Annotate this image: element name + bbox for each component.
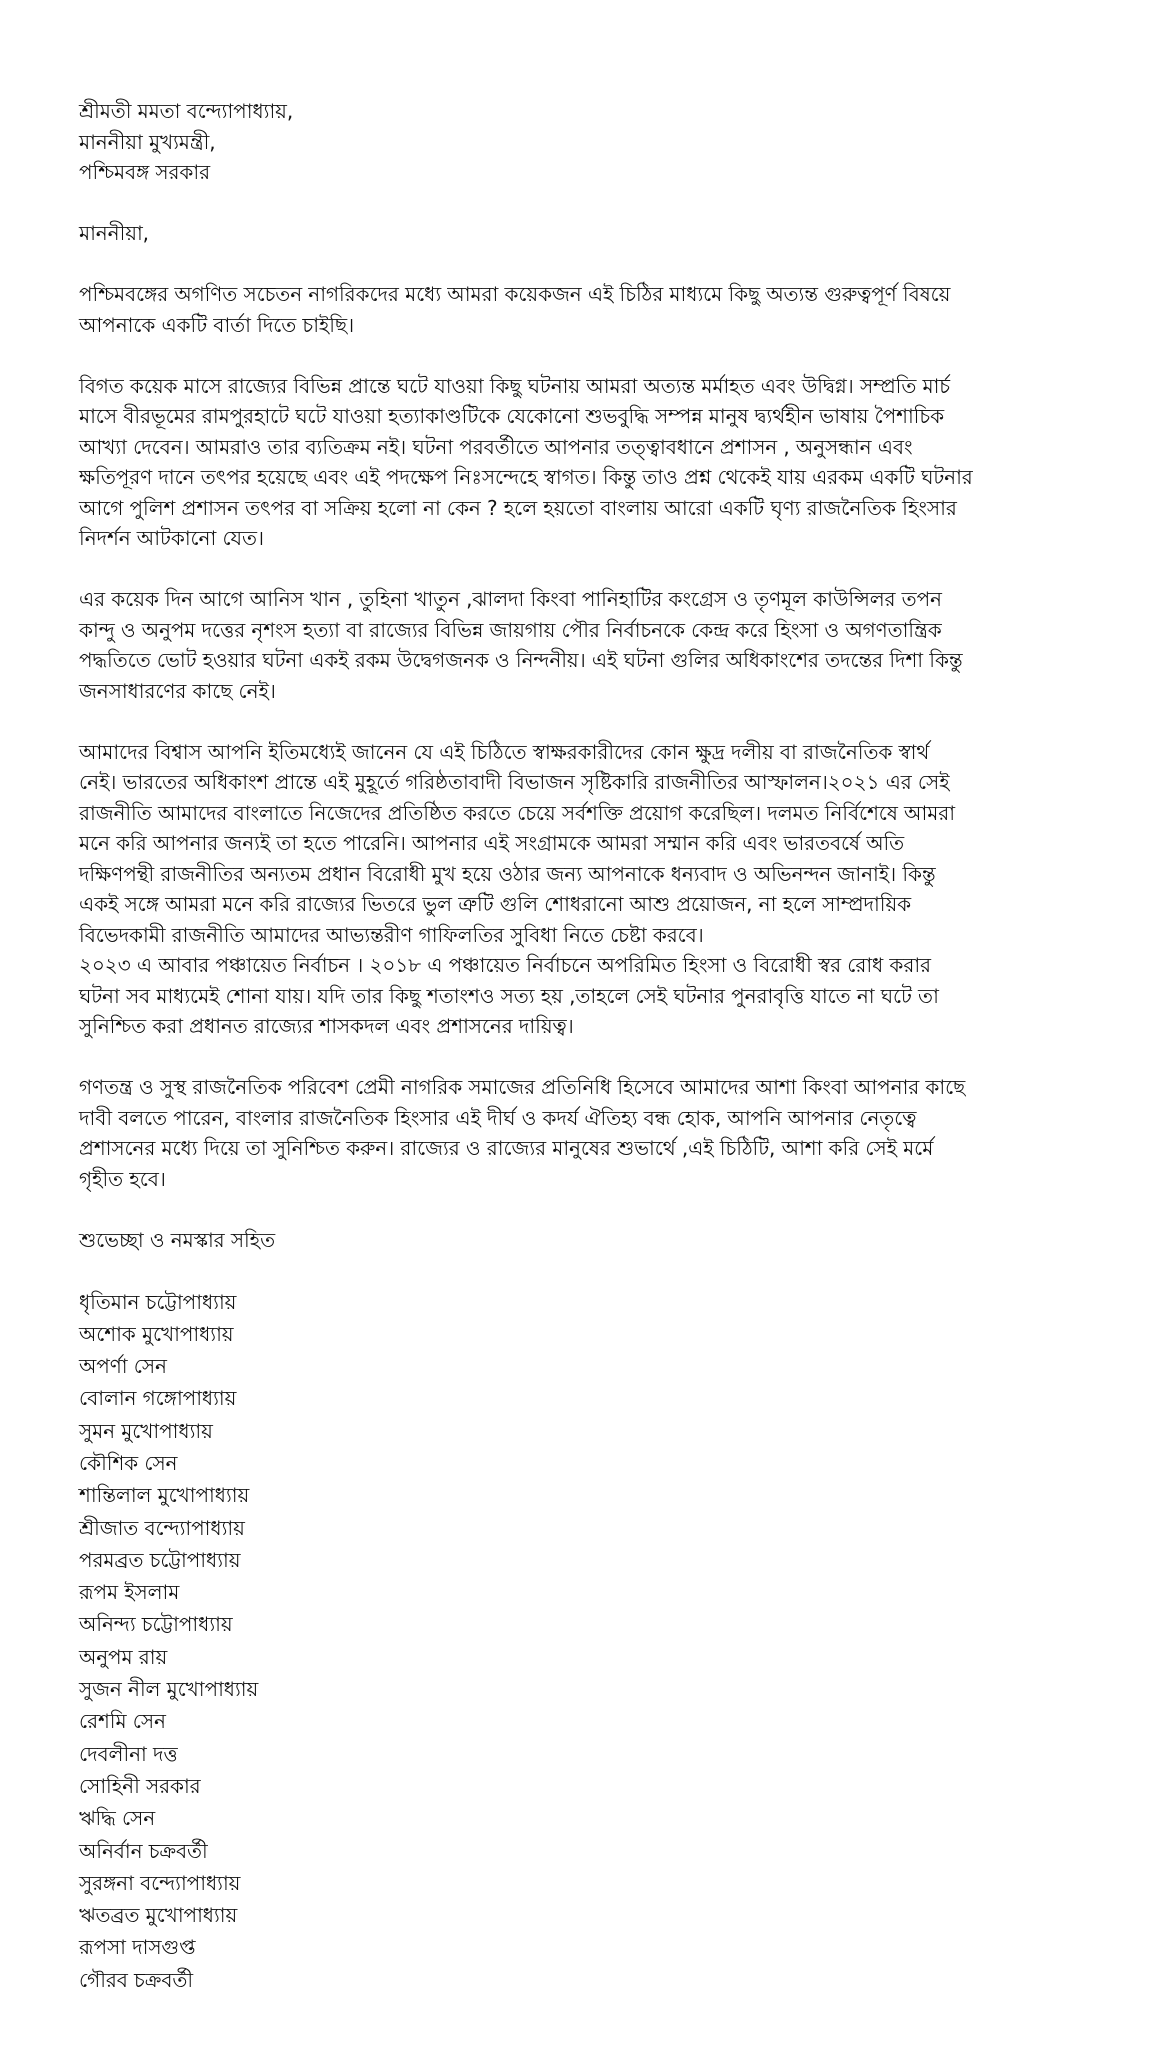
signatory-list xyxy=(79,1286,1079,1997)
paragraph-line: পশ্চিমবঙ্গের অগণিত সচেতন নাগরিকদের মধ্যে আমরা কয়েকজন এই চিঠির মাধ্যমে কিছু অত্যন্ত গুরুত্বপূর্ণ বিষয়ে xyxy=(79,282,951,306)
paragraph-line: ঘটনা সব মাধ্যমেই শোনা যায়। যদি তার কিছু শতাংশও সত্য হয় ,তাহলে সেই ঘটনার পুনরাবৃত্তি যাতে না ঘটে তা xyxy=(79,983,939,1008)
signatory-name: অনির্বান চক্রবর্তী xyxy=(79,1838,208,1863)
paragraph-line: কান্দু ও অনুপম দত্তের নৃশংস হত্যা বা রাজ্যের বিভিন্ন জায়গায় পৌর নির্বাচনকে কেন্দ্র করে হিংসা ও অগণতান্ত্রিক xyxy=(79,617,942,642)
signatory-name: দেবলীনা দত্ত xyxy=(79,1741,178,1766)
signatory-name: বোলান গঙ্গোপাধ্যায় xyxy=(79,1386,237,1411)
paragraph-3 xyxy=(79,584,1079,706)
paragraph-line: আপনাকে একটি বার্তা দিতে চাইছি। xyxy=(79,312,355,337)
signatory-name: কৌশিক সেন xyxy=(79,1450,178,1475)
signatory-name: রূপসা দাসগুপ্ত xyxy=(79,1935,196,1960)
paragraph-line: মাসে বীরভূমের রামপুরহাটে ঘটে যাওয়া হত্যাকাণ্ডটিকে যেকোনো শুভবুদ্ধি সম্পন্ন মানুষ দ্ব্যর্থহীন ভাষায় পৈশাচিক xyxy=(79,404,944,428)
paragraph-line: বিভেদকামী রাজনীতি আমাদের আভ্যন্তরীণ গাফিলতির সুবিধা নিতে চেষ্টা করবে। xyxy=(79,922,704,947)
signatory-name: গৌরব চক্রবর্তী xyxy=(79,1967,194,1992)
paragraph-line: দক্ষিণপন্থী রাজনীতির অন্যতম প্রধান বিরোধী মুখ হয়ে ওঠার জন্য আপনাকে ধন্যবাদ ও অভিনন্দন জানাই। কিন্তু xyxy=(79,861,936,886)
signatory-name: অশোক মুখোপাধ্যায় xyxy=(79,1321,234,1346)
paragraph-4 xyxy=(79,737,1079,1042)
paragraph-line: পদ্ধতিতে ভোট হওয়ার ঘটনা একই রকম উদ্বেগজনক ও নিন্দনীয়। এই ঘটনা গুলির অধিকাংশের তদন্তের দিশা কিন্তু xyxy=(79,648,963,672)
paragraph-line: প্রশাসনের মধ্যে দিয়ে তা সুনিশ্চিত করুন। রাজ্যের ও রাজ্যের মানুষের শুভার্থে ,এই চিঠিটি, আশা করি সেই মর্মে xyxy=(79,1136,934,1160)
recipient-name: শ্রীমতী মমতা বন্দ্যোপাধ্যায়, xyxy=(79,99,294,123)
signatory-name: রূপম ইসলাম xyxy=(79,1580,180,1605)
paragraph-line: বিগত কয়েক মাসে রাজ্যের বিভিন্ন প্রান্তে ঘটে যাওয়া কিছু ঘটনায় আমরা অত্যন্ত মর্মাহত এবং উদ্বিগ্ন। সম্প্রতি মার্চ xyxy=(79,373,951,398)
paragraph-line: ২০২৩ এ আবার পঞ্চায়েত নির্বাচন । ২০১৮ এ পঞ্চায়েত নির্বাচনে অপরিমিত হিংসা ও বিরোধী স্বর রোধ করার xyxy=(79,953,931,977)
closing: শুভেচ্ছা ও নমস্কার সহিত xyxy=(79,1227,275,1252)
signatory-name: শান্তিলাল মুখোপাধ্যায় xyxy=(79,1483,250,1508)
paragraph-line: মনে করি আপনার জন্যই তা হতে পারেনি। আপনার এই সংগ্রামকে আমরা সম্মান করি এবং ভারতবর্ষে অতি xyxy=(79,831,905,855)
recipient-block xyxy=(79,96,1079,188)
paragraph-line: আগে পুলিশ প্রশাসন তৎপর বা সক্রিয় হলো না কেন ? হলে হয়তো বাংলায় আরো একটি ঘৃণ্য রাজনৈতিক হিংসার xyxy=(79,495,957,520)
paragraph-line: নেই। ভারতের অধিকাংশ প্রান্তে এই মুহূর্তে গরিষ্ঠতাবাদী বিভাজন সৃষ্টিকারি রাজনীতির আস্ফালন।২০২১ এর সেই xyxy=(79,770,950,794)
salutation: মাননীয়া, xyxy=(79,221,149,245)
paragraph-line: গৃহীত হবে। xyxy=(79,1166,166,1191)
paragraph-line: আমাদের বিশ্বাস আপনি ইতিমধ্যেই জানেন যে এই চিঠিতে স্বাক্ষরকারীদের কোন ক্ষুদ্র দলীয় বা রাজনৈতিক স্বার্থ xyxy=(79,739,930,764)
paragraph-2 xyxy=(79,371,1079,554)
signatory-name: শ্রীজাত বন্দ্যোপাধ্যায় xyxy=(79,1515,245,1540)
paragraph-line: গণতন্ত্র ও সুস্থ রাজনৈতিক পরিবেশ প্রেমী নাগরিক সমাজের প্রতিনিধি হিসেবে আমাদের আশা কিংবা আপনার কাছে xyxy=(79,1075,966,1099)
paragraph-line: আখ্যা দেবেন। আমরাও তার ব্যতিক্রম নই। ঘটনা পরবর্তীতে আপনার তত্ত্বাবধানে প্রশাসন , অনুসন্ধান এবং xyxy=(79,434,913,459)
paragraph-line: নিদর্শন আটকানো যেত। xyxy=(79,526,264,550)
paragraph-line: রাজনীতি আমাদের বাংলাতে নিজেদের প্রতিষ্ঠিত করতে চেয়ে সর্বশক্তি প্রয়োগ করেছিল। দলমত নির্বিশেষে আমরা xyxy=(79,800,955,825)
signatory-name: পরমব্রত চট্টোপাধ্যায় xyxy=(79,1547,241,1572)
signatory-name: সুমন মুখোপাধ্যায় xyxy=(79,1418,213,1443)
paragraph-line: ক্ষতিপূরণ দানে তৎপর হয়েছে এবং এই পদক্ষেপ নিঃসন্দেহে স্বাগত। কিন্তু তাও প্রশ্ন থেকেই যায় এরকম একটি ঘটনার xyxy=(79,465,973,489)
paragraph-line: সুনিশ্চিত করা প্রধানত রাজ্যের শাসকদল এবং প্রশাসনের দায়িত্ব। xyxy=(79,1014,574,1038)
paragraph-line: জনসাধারণের কাছে নেই। xyxy=(79,678,276,703)
letter xyxy=(79,96,1079,1996)
signatory-name: অপর্ণা সেন xyxy=(79,1354,167,1379)
signatory-name: সোহিনী সরকার xyxy=(79,1773,201,1798)
signatory-name: অনুপম রায় xyxy=(79,1644,168,1669)
recipient-designation: মাননীয়া মুখ্যমন্ত্রী, xyxy=(79,129,216,154)
paragraph-line: দাবী বলতে পারেন, বাংলার রাজনৈতিক হিংসার এই দীর্ঘ ও কদর্য ঐতিহ্য বন্ধ হোক, আপনি আপনার নেতৃত্বে xyxy=(79,1105,917,1130)
recipient-office: পশ্চিমবঙ্গ সরকার xyxy=(79,160,211,184)
paragraph-line: একই সঙ্গে আমরা মনে করি রাজ্যের ভিতরে ভুল ত্রুটি গুলি শোধরানো আশু প্রয়োজন, না হলে সাম্প্রদায়িক xyxy=(79,892,912,916)
signatory-name: সুজন নীল মুখোপাধ্যায় xyxy=(79,1677,259,1702)
signatory-name: রেশমি সেন xyxy=(79,1709,166,1734)
signatory-name: সুরঙ্গনা বন্দ্যোপাধ্যায় xyxy=(79,1870,241,1895)
paragraph-1 xyxy=(79,279,1079,340)
signatory-name: ঋতব্রত মুখোপাধ্যায় xyxy=(79,1903,238,1928)
signatory-name: অনিন্দ্য চট্টোপাধ্যায় xyxy=(79,1612,233,1637)
paragraph-line: এর কয়েক দিন আগে আনিস খান , তুহিনা খাতুন ,ঝালদা কিংবা পানিহাটির কংগ্রেস ও তৃণমূল কাউন্সিলর তপন xyxy=(79,587,942,611)
signatory-name: ঋদ্ধি সেন xyxy=(79,1806,156,1831)
paragraph-5 xyxy=(79,1072,1079,1194)
signatory-name: ধৃতিমান চট্টোপাধ্যায় xyxy=(79,1289,237,1314)
